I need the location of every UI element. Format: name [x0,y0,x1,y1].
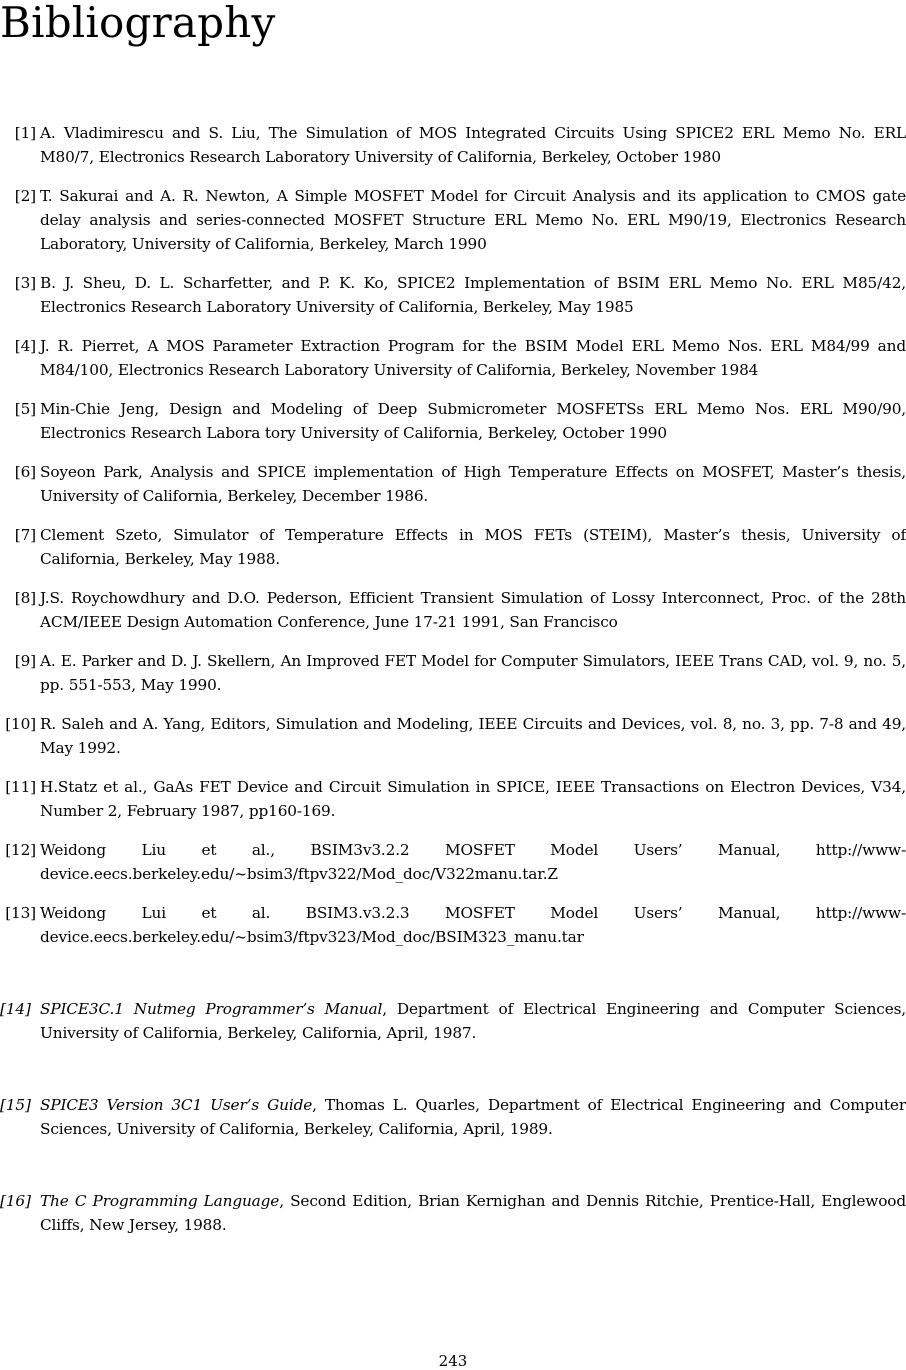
bib-text: Weidong Liu et al., BSIM3v3.2.2 MOSFET Model Users’ Manual, http://www-device.eecs.berkeley.edu/~bsim3/ftpv322/Mod_doc/V322manu.tar.Z [40,841,906,883]
bib-title: SPICE3C.1 Nutmeg Programmer’s Manual [40,1000,383,1018]
bib-entry-15 [0,1093,906,1141]
bib-label: [14] [0,1000,31,1018]
bib-entry-3 [0,271,906,319]
bib-text: Min-Chie Jeng, Design and Modeling of Deep Submicrometer MOSFETSs ERL Memo Nos. ERL M90/90, Electronics Research Labora tory University of California, Berkeley, October 1990 [40,400,906,442]
bib-text: , Second Edition, Brian Kernighan and Dennis Ritchie, Prentice-Hall, Englewood Cliffs, New Jersey, 1988. [40,1192,906,1234]
bib-label: [15] [0,1096,31,1114]
bib-text: Soyeon Park, Analysis and SPICE implementation of High Temperature Effects on MOSFET, Master’s thesis, University of California, Berkeley, December 1986. [40,463,906,505]
bib-text: Clement Szeto, Simulator of Temperature Effects in MOS FETs (STEIM), Master’s thesis, University of California, Berkeley, May 1988. [40,526,906,568]
bib-entry-5 [0,397,906,445]
bib-entry-12 [0,838,906,886]
bib-entry-13 [0,901,906,949]
bib-label: [1] [14,124,36,142]
bib-label: [4] [14,337,36,355]
bibliography-list [0,121,906,1252]
bib-label: [9] [14,652,36,670]
bib-label: [2] [14,187,36,205]
bib-title: SPICE3 Version 3C1 User’s Guide [40,1096,313,1114]
bib-text: , Thomas L. Quarles, Department of Electrical Engineering and Computer Sciences, University of California, Berkeley, California, April, 1989. [40,1096,906,1138]
bib-entry-11 [0,775,906,823]
bib-entry-10 [0,712,906,760]
bib-entry-1 [0,121,906,169]
bib-label: [16] [0,1192,31,1210]
bib-label: [11] [5,778,36,796]
bib-label: [10] [5,715,36,733]
bib-title: The C Programming Language [40,1192,280,1210]
bib-text: R. Saleh and A. Yang, Editors, Simulation and Modeling, IEEE Circuits and Devices, vol. 8, no. 3, pp. 7-8 and 49, May 1992. [40,715,906,757]
bib-entry-2 [0,184,906,256]
page-title: Bibliography [0,0,276,47]
bib-text: A. Vladimirescu and S. Liu, The Simulation of MOS Integrated Circuits Using SPICE2 ERL Memo No. ERL M80/7, Electronics Research Laboratory University of California, Berkeley, October 1980 [40,124,906,166]
bib-entry-6 [0,460,906,508]
bib-text: J.S. Roychowdhury and D.O. Pederson, Efficient Transient Simulation of Lossy Interconnect, Proc. of the 28th ACM/IEEE Design Automation Conference, June 17-21 1991, San Francisco [40,589,906,631]
bib-label: [7] [14,526,36,544]
bib-text: A. E. Parker and D. J. Skellern, An Improved FET Model for Computer Simulators, IEEE Trans CAD, vol. 9, no. 5, pp. 551-553, May 1990. [40,652,906,694]
bib-entry-9 [0,649,906,697]
bib-entry-8 [0,586,906,634]
bib-entry-4 [0,334,906,382]
bib-label: [12] [5,841,36,859]
bib-text: Weidong Lui et al. BSIM3.v3.2.3 MOSFET Model Users’ Manual, http://www-device.eecs.berkeley.edu/~bsim3/ftpv323/Mod_doc/BSIM323_manu.tar [40,904,906,946]
bib-text: J. R. Pierret, A MOS Parameter Extraction Program for the BSIM Model ERL Memo Nos. ERL M84/99 and M84/100, Electronics Research Laboratory University of California, Berkeley, November 1984 [40,337,906,379]
bib-text: H.Statz et al., GaAs FET Device and Circuit Simulation in SPICE, IEEE Transactions on Electron Devices, V34, Number 2, February 1987, pp160-169. [40,778,906,820]
bib-label: [13] [5,904,36,922]
bib-text: , Department of Electrical Engineering and Computer Sciences, University of California, Berkeley, California, April, 1987. [40,1000,906,1042]
bib-entry-14 [0,997,906,1045]
bib-text: B. J. Sheu, D. L. Scharfetter, and P. K. Ko, SPICE2 Implementation of BSIM ERL Memo No. ERL M85/42, Electronics Research Laboratory University of California, Berkeley, May 1985 [40,274,906,316]
bib-label: [5] [14,400,36,418]
bib-text: T. Sakurai and A. R. Newton, A Simple MOSFET Model for Circuit Analysis and its application to CMOS gate delay analysis and series-connected MOSFET Structure ERL Memo No. ERL M90/19, Electronics Research Laboratory, University of California, Berkeley, March 1990 [40,187,906,253]
page-number: 243 [438,1352,468,1370]
bib-entry-16 [0,1189,906,1237]
bib-label: [3] [14,274,36,292]
bib-label: [8] [14,589,36,607]
bib-label: [6] [14,463,36,481]
bib-entry-7 [0,523,906,571]
